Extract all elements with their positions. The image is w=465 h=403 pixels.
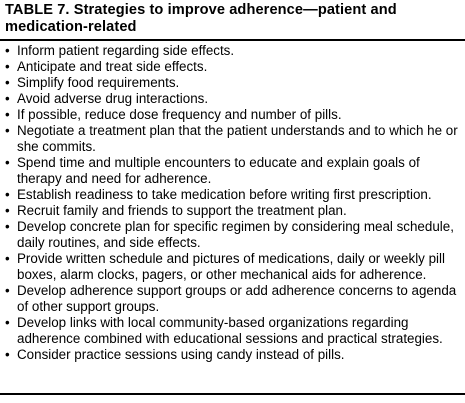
list-item [4,315,462,347]
bullet-icon: • [5,283,10,298]
bullet-icon: • [5,123,10,138]
list-item-text: Avoid adverse drug interactions. [17,91,209,106]
list-item [4,75,462,91]
list-item-text: Develop links with local community-based organizations regarding adherence combined with educational sessions and practical strategies. [17,315,443,346]
list-item-text: Establish readiness to take medication before writing first prescription. [17,187,432,202]
list-item-text: Provide written schedule and pictures of medications, daily or weekly pill boxes, alarm clocks, pagers, or other mechanical aids for adherence. [17,251,445,282]
bullet-icon: • [5,75,10,90]
bullet-icon: • [5,43,10,58]
bullet-icon: • [5,347,10,362]
list-item [4,251,462,283]
list-item [4,203,462,219]
list-item [4,107,462,123]
list-item [4,123,462,155]
bullet-icon: • [5,219,10,234]
strategy-list [4,43,462,363]
list-item-text: Inform patient regarding side effects. [17,43,235,58]
list-item [4,283,462,315]
bullet-icon: • [5,91,10,106]
list-item [4,219,462,251]
bullet-icon: • [5,155,10,170]
bullet-icon: • [5,187,10,202]
bullet-icon: • [5,251,10,266]
list-item-text: Simplify food requirements. [17,75,180,90]
list-item [4,155,462,187]
list-item [4,347,462,363]
list-item-text: Develop adherence support groups or add adherence concerns to agenda of other support groups. [17,283,457,314]
list-item-text: If possible, reduce dose frequency and number of pills. [17,107,342,122]
list-item-text: Consider practice sessions using candy instead of pills. [17,347,345,362]
table-title: TABLE 7. Strategies to improve adherence—patient and medication-related [5,2,397,35]
top-rule [0,39,465,41]
list-item [4,187,462,203]
bullet-icon: • [5,315,10,330]
list-item-text: Spend time and multiple encounters to educate and explain goals of therapy and need for adherence. [17,155,420,186]
list-item-text: Recruit family and friends to support the treatment plan. [17,203,347,218]
list-item-text: Anticipate and treat side effects. [17,59,208,74]
bullet-icon: • [5,107,10,122]
bullet-icon: • [5,59,10,74]
list-item-text: Negotiate a treatment plan that the patient understands and to which he or she commits. [17,123,458,154]
list-item [4,91,462,107]
list-item-text: Develop concrete plan for specific regimen by considering meal schedule, daily routines, and side effects. [17,219,454,250]
bottom-rule [0,393,465,395]
list-item [4,43,462,59]
list-item [4,59,462,75]
bullet-icon: • [5,203,10,218]
